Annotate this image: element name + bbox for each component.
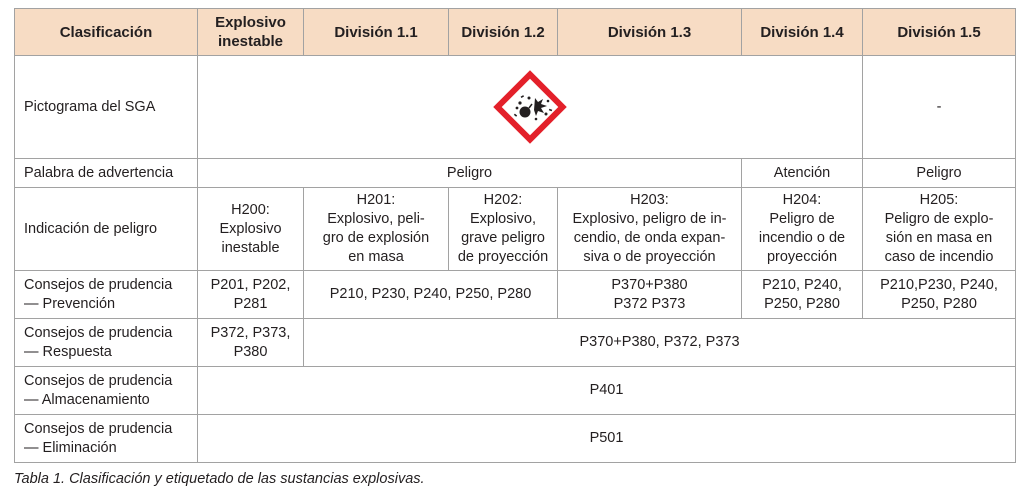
cell-line: Consejos de prudencia [24, 420, 173, 437]
cell-line: de proyección [457, 249, 549, 265]
indicacion-div14 [742, 188, 863, 271]
cell-line: P210,P230, P240, [880, 276, 998, 293]
cell-line: Consejos de prudencia [24, 276, 173, 293]
row-almacenamiento [15, 367, 1016, 415]
indicacion-div11 [304, 188, 449, 271]
row-label-almacenamiento [15, 367, 198, 415]
cell-line: P380 [233, 343, 268, 360]
cell-line: cendio, de onda expan- [573, 230, 726, 246]
cell-line: P372 P373 [613, 295, 686, 312]
cell-line: grave peligro [461, 230, 545, 246]
pictograma-div15: - [863, 56, 1016, 159]
palabra-div15: Peligro [863, 159, 1016, 188]
indicacion-div15 [863, 188, 1016, 271]
cell-line: Peligro de [769, 211, 835, 227]
cell-line: H203: [630, 192, 669, 208]
indicacion-div13 [558, 188, 742, 271]
cell-line: — Prevención [24, 295, 116, 312]
row-eliminacion [15, 415, 1016, 463]
cell-line: P281 [233, 295, 268, 312]
cell-line: H205: [919, 192, 959, 208]
header-division-1-2: División 1.2 [449, 9, 558, 56]
cell-line: H201: [356, 192, 396, 208]
indicacion-explosivo [198, 188, 304, 271]
prevencion-explosivo [198, 271, 304, 319]
exploding-bomb-icon [491, 68, 569, 146]
cell-line: incendio o de [758, 230, 846, 246]
header-explosivo-line2: inestable [217, 33, 284, 50]
cell-line: siva o de proyección [583, 249, 716, 265]
cell-line: Explosivo, peligro de in- [572, 211, 727, 227]
header-explosivo-line1: Explosivo [215, 14, 286, 31]
prevencion-div14 [742, 271, 863, 319]
pictogram-cell [198, 56, 863, 159]
row-prevencion [15, 271, 1016, 319]
cell-line: P210, P240, [762, 276, 842, 293]
row-pictograma [15, 56, 1016, 159]
cell-line: P201, P202, [210, 276, 291, 293]
header-division-1-3: División 1.3 [558, 9, 742, 56]
cell-line: Consejos de prudencia [24, 372, 173, 389]
cell-line: proyección [766, 249, 838, 265]
table-caption: Tabla 1. Clasificación y etiquetado de las sustancias explosivas. [14, 471, 425, 487]
row-label-respuesta [15, 319, 198, 367]
palabra-div14: Atención [742, 159, 863, 188]
cell-line: Explosivo, [469, 211, 537, 227]
cell-line: sión en masa en [885, 230, 993, 246]
indicacion-div12 [449, 188, 558, 271]
prevencion-div11-12: P210, P230, P240, P250, P280 [304, 271, 558, 319]
header-division-1-1: División 1.1 [304, 9, 449, 56]
cell-line: H204: [782, 192, 822, 208]
almacenamiento-merged: P401 [198, 367, 1016, 415]
cell-line: inestable [221, 239, 280, 256]
row-label-pictograma: Pictograma del SGA [15, 56, 198, 159]
palabra-merged: Peligro [198, 159, 742, 188]
row-label-prevencion [15, 271, 198, 319]
respuesta-merged: P370+P380, P372, P373 [304, 319, 1016, 367]
cell-line: P250, P280 [764, 295, 840, 312]
row-label-eliminacion [15, 415, 198, 463]
cell-line: Explosivo [219, 220, 282, 237]
cell-line: P250, P280 [901, 295, 977, 312]
cell-line: — Eliminación [24, 439, 117, 456]
row-label-palabra: Palabra de advertencia [15, 159, 198, 188]
cell-line: P372, P373, [210, 324, 291, 341]
cell-line: Explosivo, peli- [327, 211, 425, 227]
header-division-1-5: División 1.5 [863, 9, 1016, 56]
cell-line: H200: [231, 201, 270, 218]
cell-line: — Respuesta [24, 343, 112, 360]
row-indicacion [15, 188, 1016, 271]
prevencion-div15 [863, 271, 1016, 319]
cell-line: gro de explosión [322, 230, 430, 246]
cell-line: P370+P380 [611, 276, 688, 293]
header-clasificacion: Clasificación [15, 9, 198, 56]
header-row [15, 9, 1016, 56]
cell-line: H202: [483, 192, 523, 208]
cell-line: en masa [348, 249, 404, 265]
cell-line: Consejos de prudencia [24, 324, 173, 341]
row-label-indicacion: Indicación de peligro [15, 188, 198, 271]
eliminacion-merged: P501 [198, 415, 1016, 463]
header-division-1-4: División 1.4 [742, 9, 863, 56]
row-palabra [15, 159, 1016, 188]
cell-line: caso de incendio [884, 249, 994, 265]
prevencion-div13 [558, 271, 742, 319]
header-explosivo-inestable [198, 9, 304, 56]
row-respuesta [15, 319, 1016, 367]
cell-line: Peligro de explo- [884, 211, 994, 227]
respuesta-explosivo [198, 319, 304, 367]
cell-line: — Almacenamiento [24, 391, 150, 408]
classification-table [14, 8, 1016, 463]
